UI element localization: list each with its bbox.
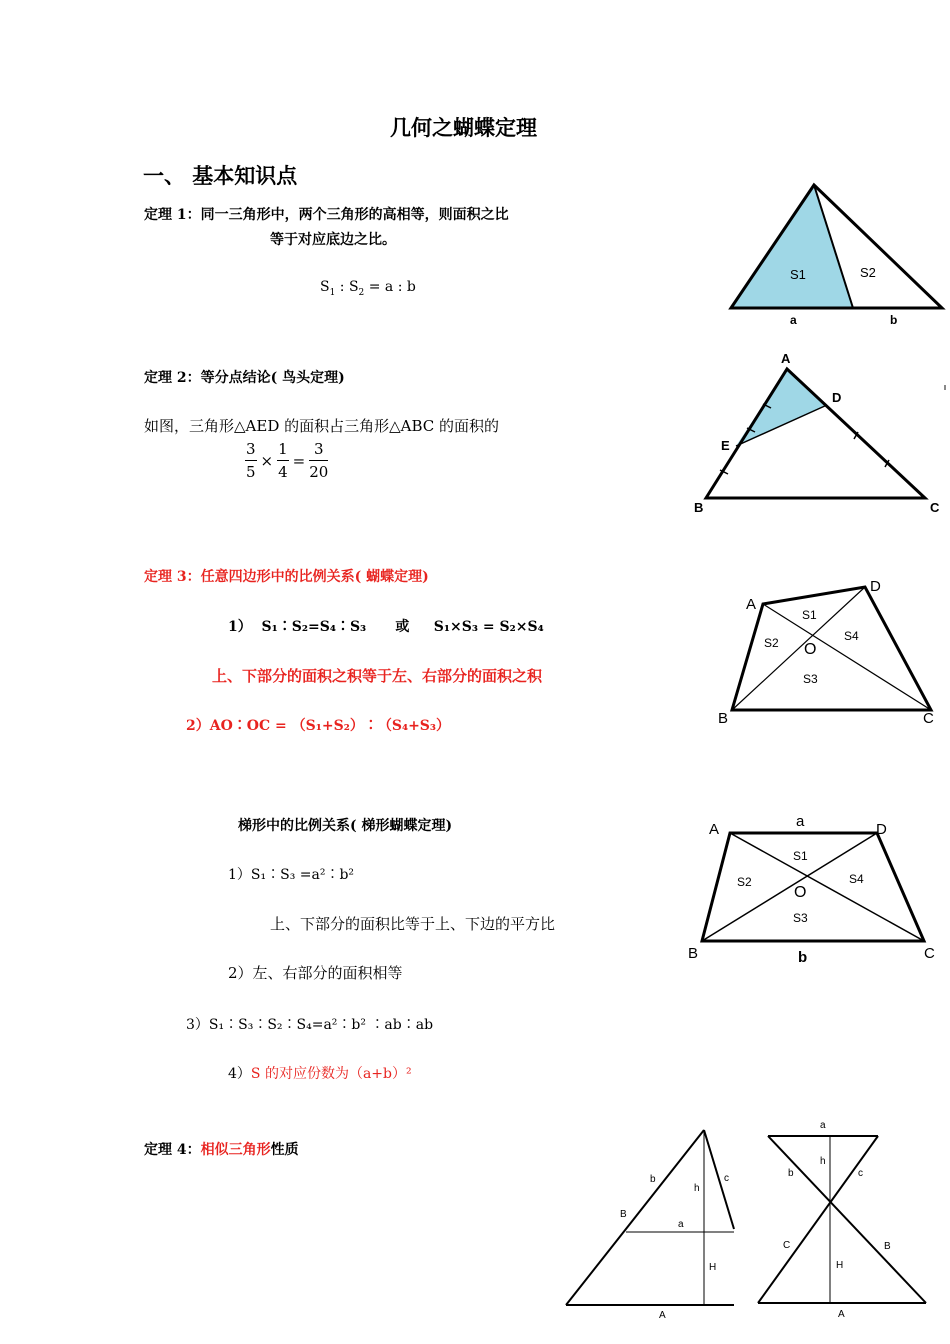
section-heading: 一、 基本知识点 bbox=[143, 163, 298, 188]
theorem1-figure bbox=[722, 180, 950, 330]
theorem4-heading bbox=[144, 1139, 299, 1159]
theorem3-heading: 定理 3：任意四边形中的比例关系( 蝴蝶定理) bbox=[144, 569, 429, 585]
label-s4: S4 bbox=[849, 872, 864, 886]
trapezoid-item2: 2）左、右部分的面积相等 bbox=[228, 964, 403, 982]
label-s1: S1 bbox=[793, 849, 808, 863]
op-times: × bbox=[260, 451, 274, 470]
theorem1-line1 bbox=[144, 204, 509, 224]
label-s1: S1 bbox=[790, 267, 806, 282]
edge-mark bbox=[944, 385, 946, 390]
trapezoid-item1-note: 上、下部分的面积比等于上、下边的平方比 bbox=[270, 915, 556, 933]
theorem3-eq1: 1） S₁∶S₂=S₄∶S₃ 或 S₁×S₃ = S₂×S₄ bbox=[228, 619, 544, 635]
center-o: O bbox=[794, 884, 807, 901]
diagonal-bd bbox=[702, 833, 877, 941]
frac3-den: 20 bbox=[309, 463, 329, 481]
formula-sub1: 1 bbox=[329, 287, 336, 298]
theorem4-label: 定理 4： bbox=[144, 1142, 201, 1158]
label-big-c: C bbox=[783, 1240, 791, 1251]
theorem4-tail: 性质 bbox=[270, 1142, 299, 1158]
trapezoid bbox=[702, 833, 924, 941]
vertex-c: C bbox=[930, 500, 940, 515]
page-title: 几何之蝴蝶定理 bbox=[390, 115, 537, 140]
side-left bbox=[566, 1130, 704, 1305]
theorem1-label: 定理 1： bbox=[144, 207, 201, 223]
vertex-b: B bbox=[718, 710, 729, 727]
label-s3: S3 bbox=[803, 672, 818, 686]
trapezoid-item3: 3）S₁∶S₃∶S₂∶S₄=a²∶b² ∶ab∶ab bbox=[186, 1017, 434, 1033]
formula-s: S bbox=[320, 279, 330, 295]
abc-triangle bbox=[706, 369, 925, 498]
diagonal-ac bbox=[763, 604, 931, 710]
theorem2-figure bbox=[692, 348, 942, 518]
label-h: h bbox=[820, 1156, 826, 1167]
frac1-den: 5 bbox=[246, 463, 256, 481]
label-big-b: B bbox=[620, 1209, 627, 1220]
label-a: a bbox=[678, 1219, 684, 1230]
trapezoid-item4 bbox=[228, 1063, 412, 1083]
vertex-a: A bbox=[746, 596, 757, 613]
label-a: a bbox=[820, 1120, 826, 1131]
frac3-num: 3 bbox=[309, 438, 328, 461]
label-c: c bbox=[858, 1168, 863, 1179]
label-s1: S1 bbox=[802, 608, 817, 622]
formula-mid: : S bbox=[335, 279, 359, 295]
theorem3-figure bbox=[712, 572, 942, 732]
vertex-d: D bbox=[876, 821, 887, 838]
theorem1-formula bbox=[320, 279, 416, 298]
theorem1-text: 同一三角形中，两个三角形的高相等，则面积之比 bbox=[200, 207, 509, 223]
vertex-b: B bbox=[694, 500, 704, 515]
diagonal-ac bbox=[730, 833, 924, 941]
item4-red: S 的对应份数为（a+b）² bbox=[250, 1066, 412, 1082]
vertex-c: C bbox=[923, 710, 934, 727]
label-s2: S2 bbox=[737, 875, 752, 889]
label-c: c bbox=[724, 1173, 729, 1184]
trapezoid-figure bbox=[684, 808, 944, 968]
label-b: b bbox=[788, 1168, 794, 1179]
label-big-a: A bbox=[659, 1310, 666, 1321]
label-s3: S3 bbox=[793, 911, 808, 925]
label-b: b bbox=[890, 313, 898, 327]
theorem2-fraction bbox=[243, 438, 330, 483]
label-h-big: H bbox=[836, 1260, 844, 1271]
label-s2: S2 bbox=[764, 636, 779, 650]
label-h: h bbox=[694, 1183, 700, 1194]
item4-prefix: 4） bbox=[228, 1066, 251, 1082]
formula-sub2: 2 bbox=[358, 287, 365, 298]
hourglass-triangles-figure bbox=[752, 1118, 932, 1318]
frac1-num: 3 bbox=[245, 438, 257, 461]
side-right bbox=[704, 1130, 734, 1229]
label-b: b bbox=[650, 1174, 656, 1185]
label-s4: S4 bbox=[844, 629, 859, 643]
theorem2-text: 如图，三角形△AED 的面积占三角形△ABC 的面积的 bbox=[144, 417, 500, 435]
bottom-b: b bbox=[798, 949, 808, 966]
label-h-big: H bbox=[709, 1262, 717, 1273]
trapezoid-item1: 1）S₁∶S₃ =a²∶b² bbox=[228, 867, 355, 883]
formula-end: = a : b bbox=[364, 279, 416, 295]
vertex-d: D bbox=[832, 390, 842, 405]
cross-line-1 bbox=[768, 1136, 926, 1303]
vertex-a: A bbox=[709, 821, 720, 838]
vertex-d: D bbox=[870, 578, 881, 595]
theorem4-red: 相似三角形 bbox=[200, 1142, 271, 1158]
vertex-b: B bbox=[688, 945, 699, 962]
similar-triangles-figure bbox=[558, 1125, 738, 1325]
frac2-num: 1 bbox=[277, 438, 289, 461]
vertex-a: A bbox=[781, 351, 791, 366]
theorem3-eq2: 2）AO∶OC = （S₁+S₂）∶（S₄+S₃） bbox=[186, 718, 451, 734]
cross-line-2 bbox=[758, 1136, 878, 1303]
vertex-e: E bbox=[721, 438, 730, 453]
trapezoid-heading: 梯形中的比例关系( 梯形蝴蝶定理) bbox=[238, 818, 453, 834]
label-a: a bbox=[790, 313, 797, 327]
label-big-a: A bbox=[838, 1309, 845, 1320]
theorem3-note: 上、下部分的面积之积等于左、右部分的面积之积 bbox=[212, 667, 543, 685]
op-equals: = bbox=[292, 451, 306, 470]
center-o: O bbox=[804, 641, 817, 658]
label-s2: S2 bbox=[860, 265, 876, 280]
theorem1-line2: 等于对应底边之比。 bbox=[270, 232, 396, 248]
vertex-c: C bbox=[924, 945, 935, 962]
top-a: a bbox=[796, 813, 805, 830]
label-big-b: B bbox=[884, 1241, 891, 1252]
frac2-den: 4 bbox=[278, 463, 288, 481]
theorem2-heading: 定理 2：等分点结论( 鸟头定理) bbox=[144, 370, 345, 386]
